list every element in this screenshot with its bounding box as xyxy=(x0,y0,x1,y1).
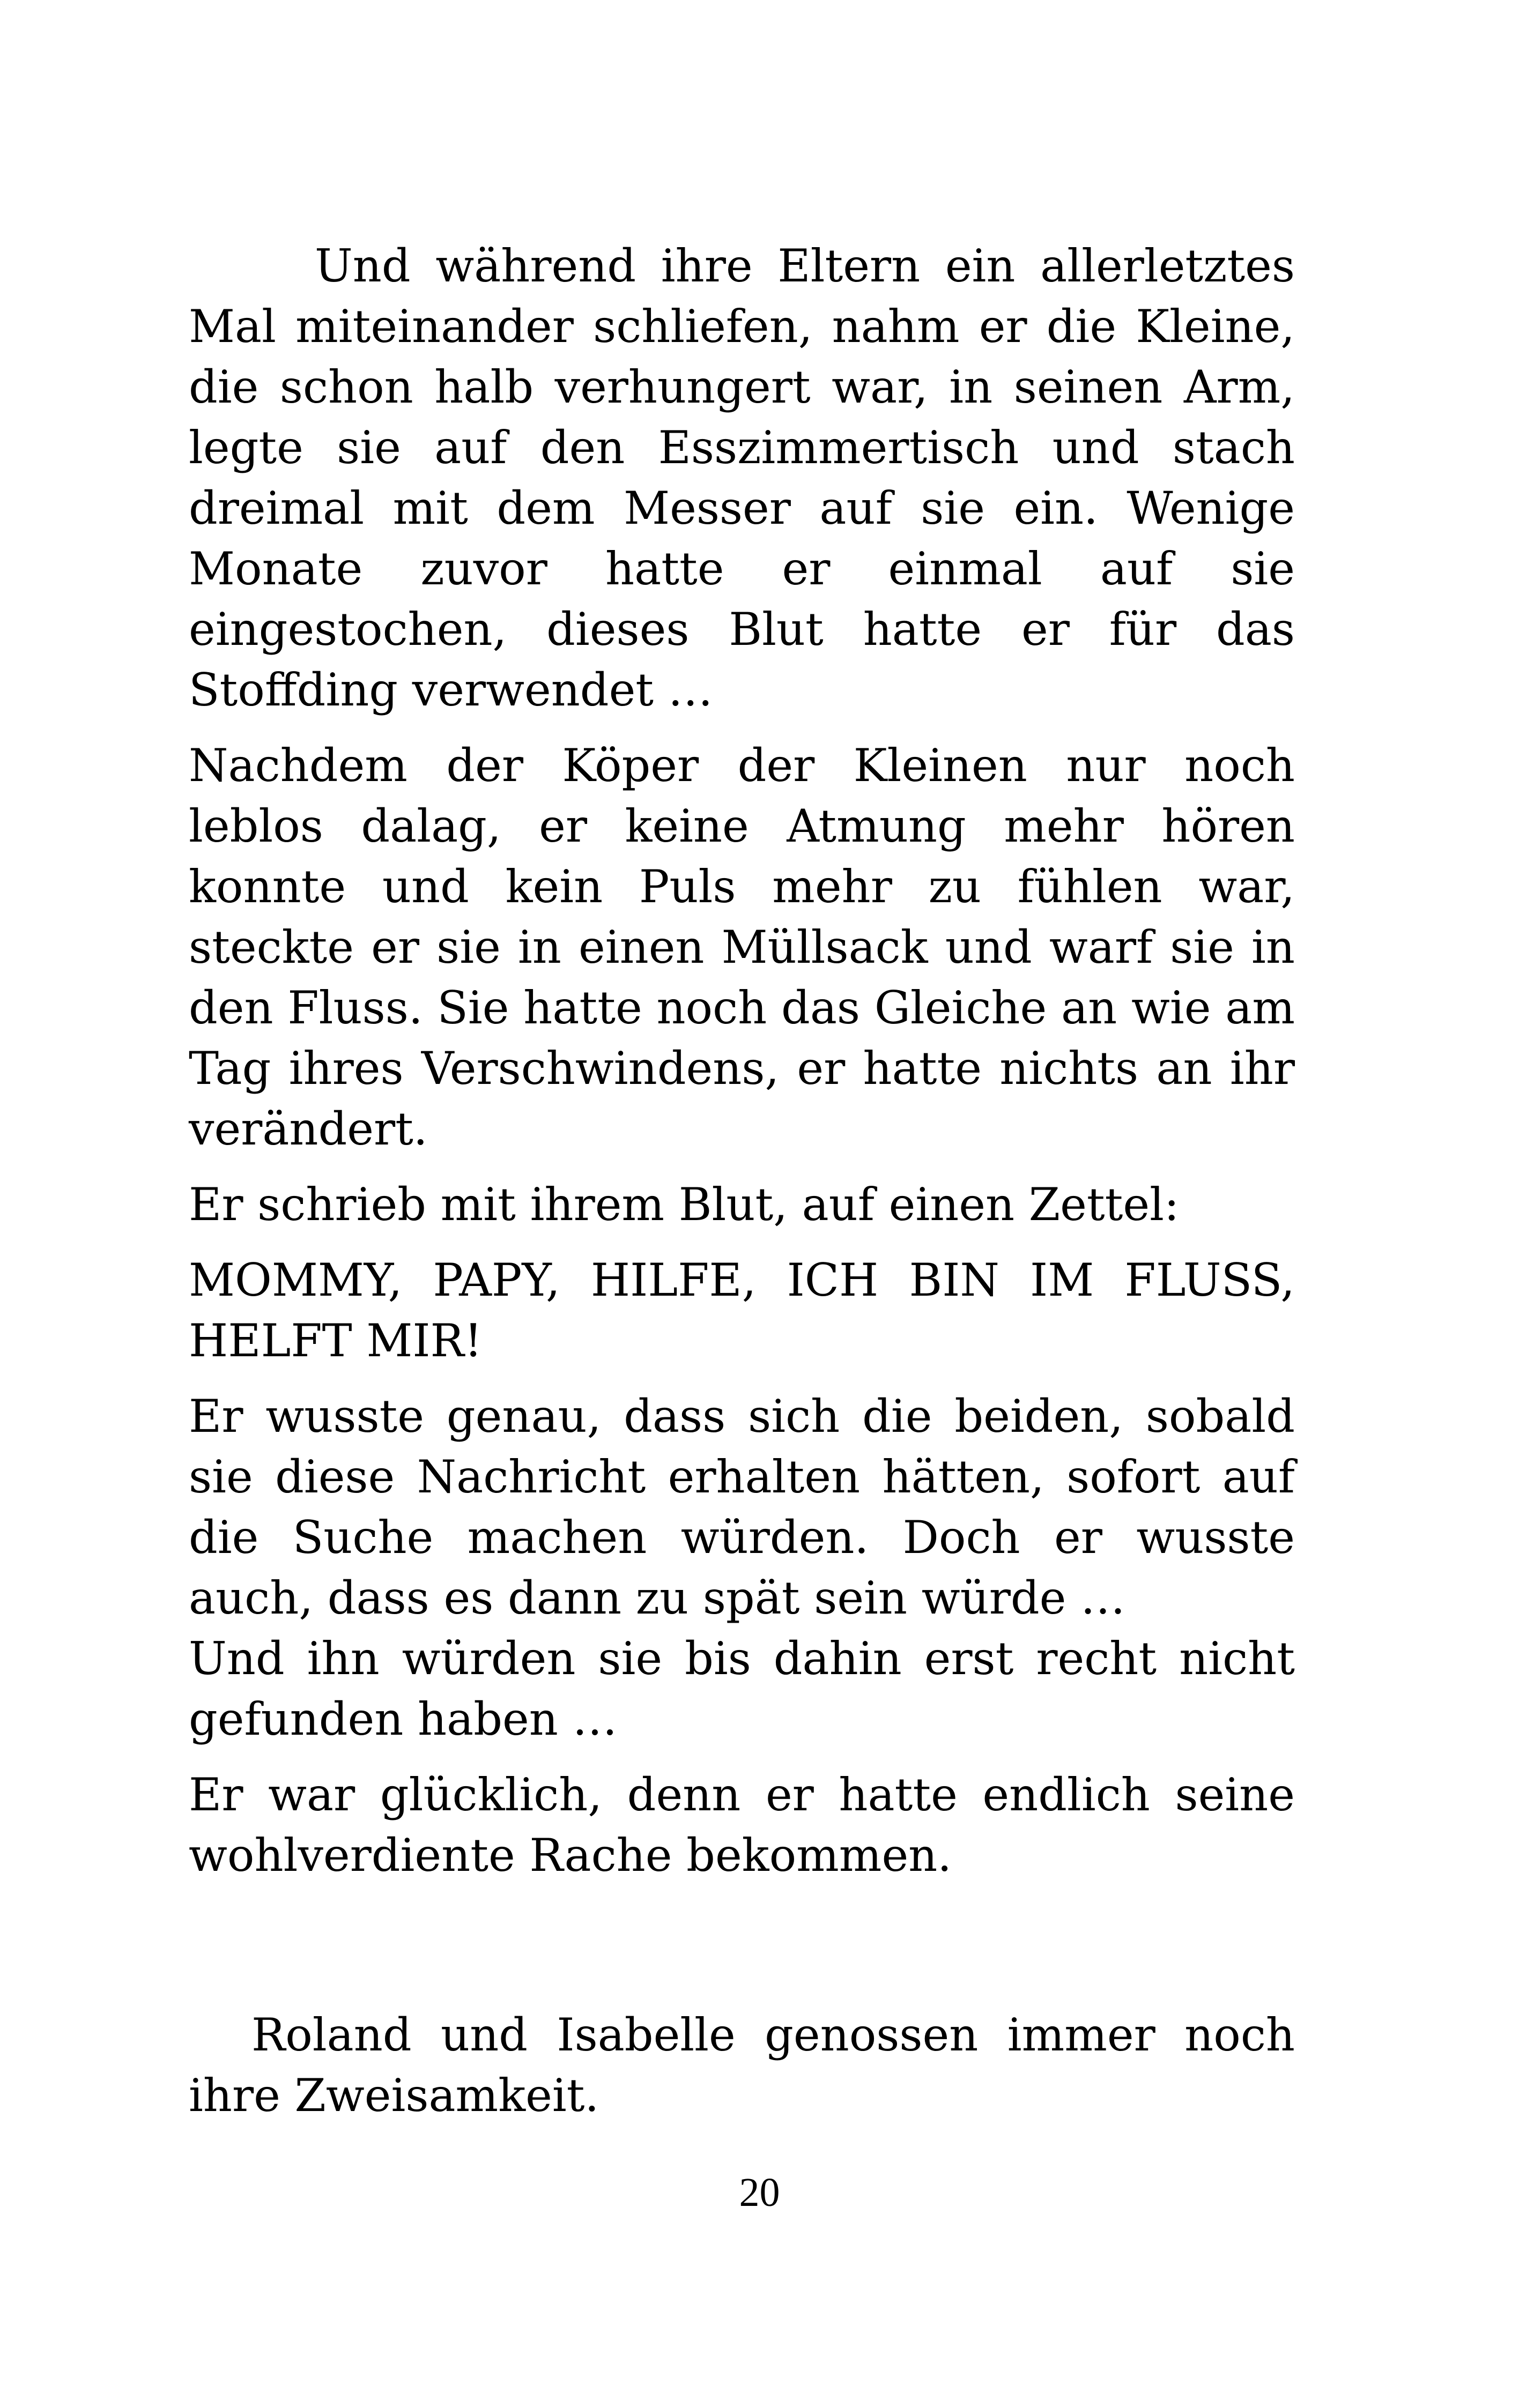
paragraph-4: MOMMY, PAPY, HILFE, ICH BIN IM FLUSS, HELFT MIR! xyxy=(189,1254,1295,1367)
page-number: 20 xyxy=(739,2170,780,2215)
paragraph-1: Und während ihre Eltern ein allerletztes Mal miteinander schliefen, nahm er die Kleine, die schon halb verhungert war, in seinen Arm, legte sie auf den Esszimmertisch und stach dreimal mit dem Messer auf sie ein. Wenige Monate zuvor hatte er einmal auf sie eingestochen, dieses Blut hatte er für das Stoffding verwendet … xyxy=(189,240,1295,716)
paragraph-6: Und ihn würden sie bis dahin erst recht nicht gefunden haben … xyxy=(189,1632,1295,1745)
paragraph-5: Er wusste genau, dass sich die beiden, sobald sie diese Nachricht erhalten hätten, sofort auf die Suche machen würden. Doch er wusste auch, dass es dann zu spät sein würde … xyxy=(189,1390,1295,1624)
paragraph-3: Er schrieb mit ihrem Blut, auf einen Zettel: xyxy=(189,1178,1180,1231)
paragraph-2: Nachdem der Köper der Kleinen nur noch leblos dalag, er keine Atmung mehr hören konnte und kein Puls mehr zu fühlen war, steckte er sie in einen Müllsack und warf sie in den Fluss. Sie hatte noch das Gleiche an wie am Tag ihres Verschwindens, er hatte nichts an ihr verändert. xyxy=(189,739,1295,1155)
paragraph-8: Roland und Isabelle genossen immer noch ihre Zweisamkeit. xyxy=(189,2009,1295,2122)
body-text xyxy=(189,236,1295,2126)
paragraph-7: Er war glücklich, denn er hatte endlich seine wohlverdiente Rache bekommen. xyxy=(189,1768,1295,1882)
